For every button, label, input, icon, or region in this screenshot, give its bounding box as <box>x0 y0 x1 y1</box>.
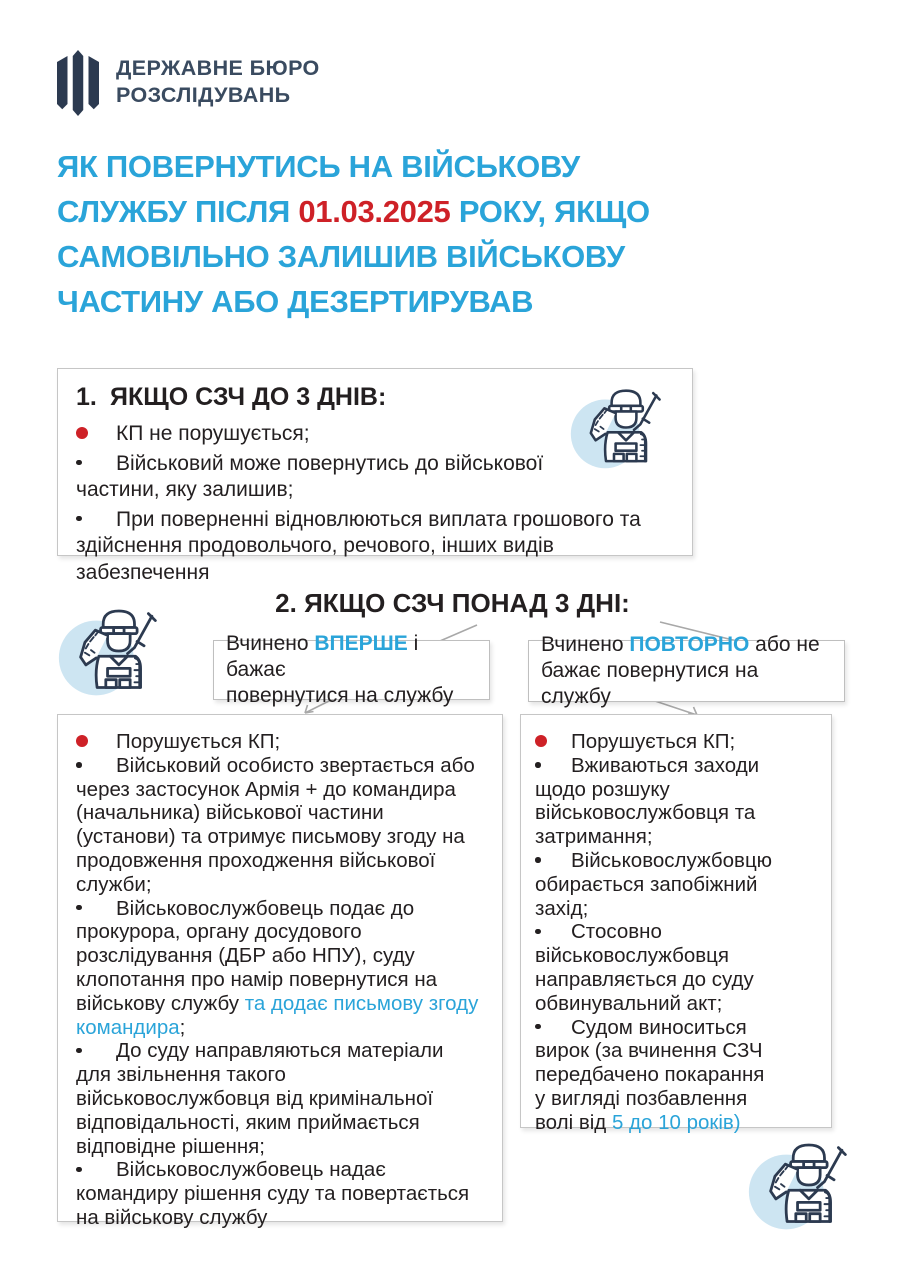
bullet-icon <box>76 897 116 921</box>
bullet-icon <box>76 730 116 754</box>
list-item: Військовий особисто звертається або через застосунок Армія + до командира (начальника) військової частини (установи) та отримує письмову згоду на продовження проходження військової служби; <box>76 753 475 896</box>
date-highlight: 01.03.2025 <box>298 194 451 229</box>
branch-first-time-label: Вчинено ВПЕРШЕ і бажає повернутися на службу <box>213 640 490 700</box>
soldier-icon <box>570 381 674 474</box>
bullet-icon <box>535 1016 571 1040</box>
dbr-logo <box>57 40 320 126</box>
logo-line1: ДЕРЖАВНЕ БЮРО <box>116 56 320 80</box>
list-item: Військовослужбовець подає до прокурора, органу досудового розслідування (ДБР або НПУ), суду клопотання про намір повернутися на військову службу та додає письмову згоду командира; <box>76 896 479 1039</box>
bullet-icon <box>76 421 116 448</box>
first-time-details-box <box>57 714 503 1229</box>
case1-heading: 1. ЯКЩО СЗЧ ДО 3 ДНІВ: <box>76 383 387 411</box>
first-time-highlight: ВПЕРШЕ <box>314 632 408 655</box>
list-item: Порушується КП; <box>535 730 775 754</box>
list-item: Стосовно військовослужбовця направляється до суду обвинувальний акт; <box>535 920 754 1015</box>
title-line: ЧАСТИНУ АБО ДЕЗЕРТИРУВАВ <box>57 284 534 319</box>
case2-heading: 2. ЯКЩО СЗЧ ПОНАД 3 ДНІ: <box>275 588 630 618</box>
list-item: Вживаються заходи щодо розшуку військовослужбовця та затримання; <box>535 753 760 849</box>
bullet-icon <box>76 754 116 778</box>
bullet-icon <box>76 1158 116 1182</box>
repeat-highlight: ПОВТОРНО <box>629 633 750 656</box>
list-item: КП не порушується; <box>76 421 674 448</box>
page-title <box>57 144 650 324</box>
blue-highlight: та додає письмову згоду командира <box>76 991 479 1039</box>
soldier-icon <box>748 1135 861 1235</box>
title-line: СЛУЖБУ ПІСЛЯ 01.03.2025 РОКУ, ЯКЩО <box>57 194 650 229</box>
title-line: САМОВІЛЬНО ЗАЛИШИВ ВІЙСЬКОВУ <box>57 239 625 274</box>
repeat-details-box <box>520 714 832 1134</box>
bullet-icon <box>76 451 116 478</box>
blue-highlight: 5 до 10 років) <box>611 1110 741 1134</box>
soldier-icon <box>58 601 171 701</box>
list-item: Військовий може повернутись до військової частини, яку залишив; <box>76 451 544 501</box>
bullet-icon <box>535 754 571 778</box>
dbr-trident-icon <box>57 40 99 126</box>
list-item: Судом виноситься вирок (за вчинення СЗЧ передбачено покарання у вигляді позбавлення волі від 5 до 10 років) <box>535 1015 765 1134</box>
bullet-icon <box>76 507 116 534</box>
bullet-icon <box>76 1039 116 1063</box>
title-line: ЯК ПОВЕРНУТИСЬ НА ВІЙСЬКОВУ <box>57 149 580 184</box>
case1-box <box>57 368 693 584</box>
logo-line2: РОЗСЛІДУВАНЬ <box>116 83 291 107</box>
bullet-icon <box>535 849 571 873</box>
list-item: До суду направляються матеріали для звільнення такого військовослужбовця від кримінальної відповідальності, яким приймається відповідне рішення; <box>76 1039 444 1158</box>
logo-text <box>116 40 320 126</box>
bullet-icon <box>535 920 571 944</box>
list-item: Військовослужбовець надає командиру рішення суду та повертається на військову службу <box>76 1158 470 1229</box>
list-item: При поверненні відновлюються виплата грошового та здійснення продовольчого, речового, інших видів забезпечення <box>76 507 641 584</box>
branch-repeat-label: Вчинено ПОВТОРНО або не бажає повернутися на службу <box>528 640 845 702</box>
list-item: Військовослужбовцю обирається запобіжний захід; <box>535 848 773 920</box>
list-item: Порушується КП; <box>76 730 484 754</box>
bullet-icon <box>535 730 571 754</box>
